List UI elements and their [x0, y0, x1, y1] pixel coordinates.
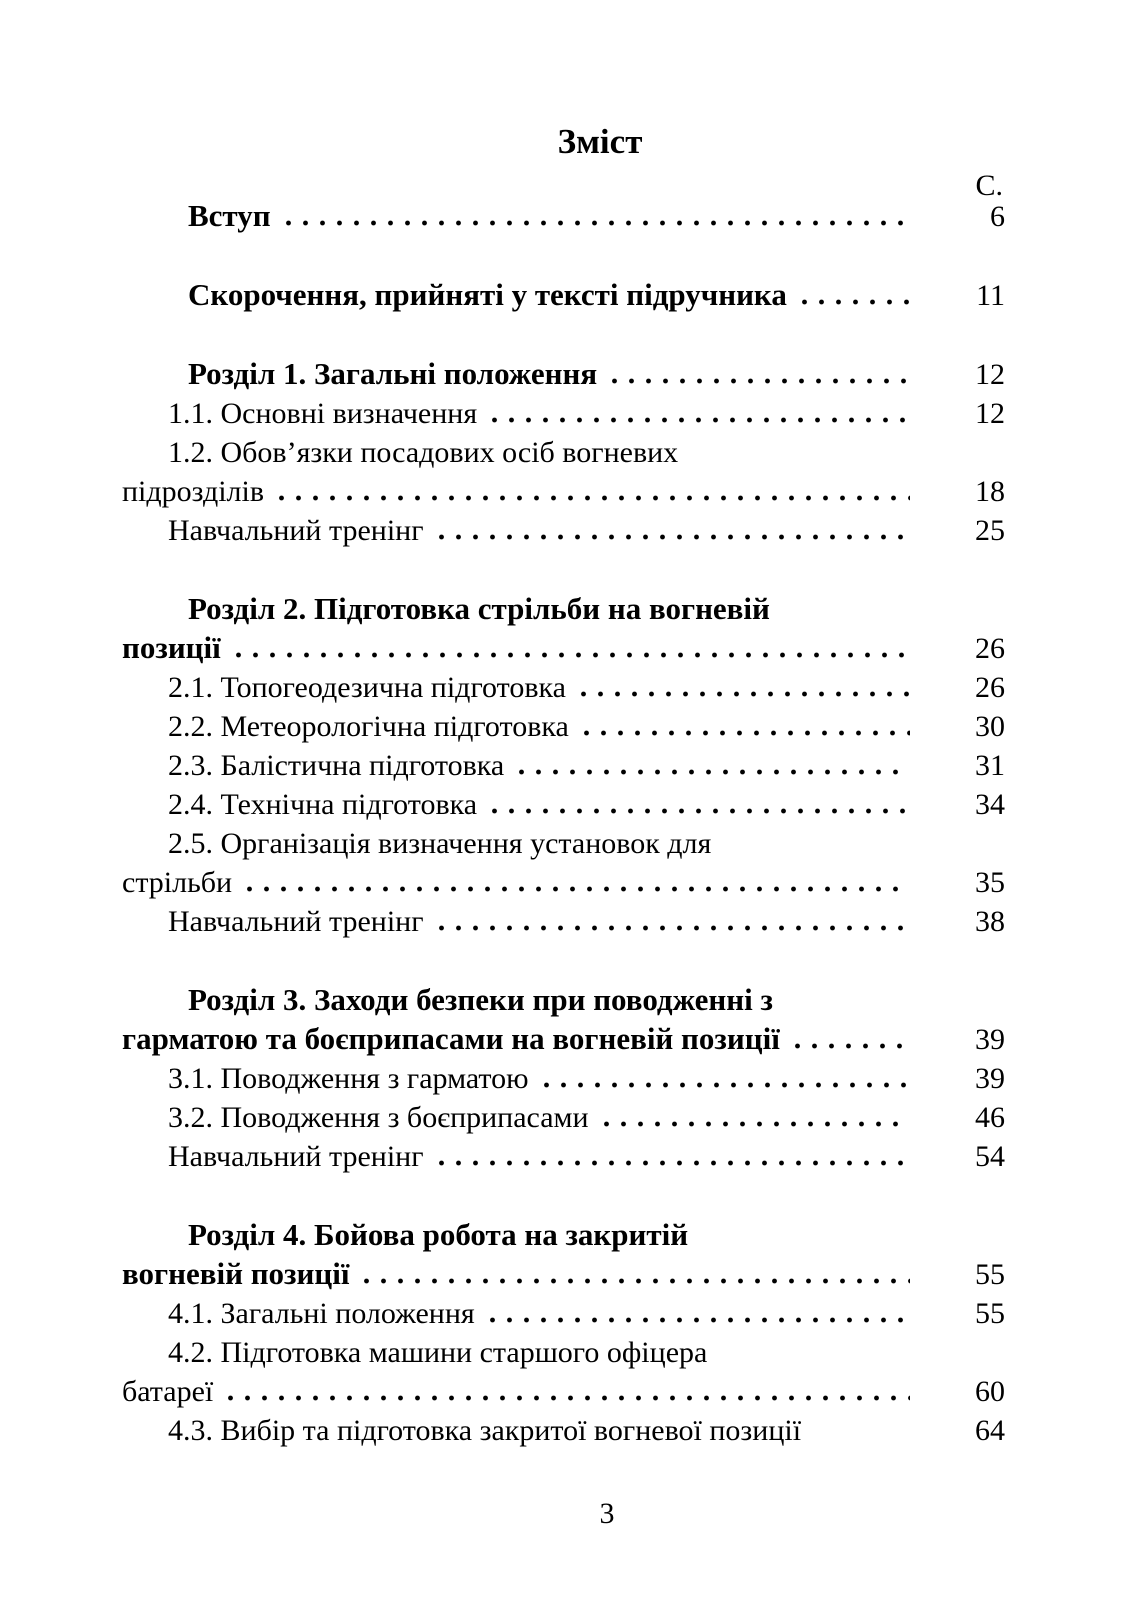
dot-leader	[273, 472, 910, 511]
toc-entry-line	[122, 785, 1005, 824]
page-number: 55	[975, 1297, 1005, 1330]
toc-entry	[122, 1215, 1005, 1294]
toc-group	[122, 980, 1005, 1176]
toc-entry-text: батареї	[122, 1375, 214, 1408]
toc-entry-line	[122, 668, 1005, 707]
page-number: 39	[975, 1062, 1005, 1095]
toc-entry-line	[122, 511, 1005, 550]
toc-entry-line	[122, 902, 1005, 941]
dot-leader	[358, 1254, 910, 1294]
page-number: 46	[975, 1101, 1005, 1134]
toc-group	[122, 354, 1005, 550]
dot-leader	[241, 863, 910, 902]
toc-entry-text: Розділ 4. Бойова робота на закритій	[188, 1217, 689, 1252]
dot-leader	[796, 275, 910, 315]
toc-entry	[122, 785, 1005, 824]
toc-entry	[122, 668, 1005, 707]
toc-group	[122, 275, 1005, 315]
toc-entry	[122, 589, 1005, 668]
toc-entry-text: 2.5. Організація визначення установок для	[168, 827, 712, 860]
toc-entry	[122, 707, 1005, 746]
page-number: 18	[975, 475, 1005, 508]
toc-entry-text: підрозділів	[122, 475, 265, 508]
page-column-header: С.	[975, 169, 1003, 202]
toc-entry-line	[122, 628, 1005, 668]
dot-leader	[433, 902, 910, 941]
toc-group	[122, 589, 1005, 941]
toc-entry-text: Навчальний тренінг	[168, 1140, 424, 1173]
toc-entry-line	[122, 1137, 1005, 1176]
toc-entry	[122, 980, 1005, 1059]
toc-entry-line	[122, 275, 1005, 315]
toc-entry-line	[122, 196, 1005, 236]
page-number: 35	[975, 866, 1005, 899]
toc-entry-line	[122, 1098, 1005, 1137]
toc-entry	[122, 1294, 1005, 1333]
page-number: 6	[990, 200, 1005, 233]
toc-entry-text: 2.2. Метеорологічна підготовка	[168, 710, 569, 743]
toc-entry-line	[122, 863, 1005, 902]
toc-entry-text: вогневій позиції	[122, 1256, 350, 1291]
page-number: 34	[975, 788, 1005, 821]
toc-entry-text: позиції	[122, 630, 221, 665]
toc-entry-text: 4.1. Загальні положення	[168, 1297, 475, 1330]
dot-leader	[222, 1372, 910, 1411]
toc-entry-line	[122, 1333, 1005, 1372]
toc-entry	[122, 196, 1005, 236]
toc-entry-text: Навчальний тренінг	[168, 514, 424, 547]
toc-entry	[122, 824, 1005, 902]
page-number: 54	[975, 1140, 1005, 1173]
dot-leader	[486, 394, 910, 433]
toc-entry-text: 4.3. Вибір та підготовка закритої вогневої позиції	[168, 1414, 802, 1447]
page-number: 38	[975, 905, 1005, 938]
dot-leader	[789, 1019, 910, 1059]
dot-leader	[575, 668, 910, 707]
toc-entry-line	[122, 707, 1005, 746]
toc-group	[122, 196, 1005, 236]
toc-entry	[122, 394, 1005, 433]
page-number: 26	[975, 632, 1005, 665]
toc-entry	[122, 433, 1005, 511]
toc-entry-line	[122, 1411, 1005, 1450]
toc-entry-text: 2.3. Балістична підготовка	[168, 749, 505, 782]
page-number: 26	[975, 671, 1005, 704]
dot-leader	[606, 354, 910, 394]
toc-entry	[122, 275, 1005, 315]
toc-entry	[122, 1098, 1005, 1137]
toc-entry	[122, 1137, 1005, 1176]
page-number: 30	[975, 710, 1005, 743]
toc-entry	[122, 902, 1005, 941]
toc-entry-line	[122, 433, 1005, 472]
toc-entry-line	[122, 980, 1005, 1019]
toc-entry-text: 2.1. Топогеодезична підготовка	[168, 671, 566, 704]
toc-entry-line	[122, 746, 1005, 785]
toc-entry-text: 1.1. Основні визначення	[168, 397, 478, 430]
toc-entry-text: Скорочення, прийняті у тексті підручника	[188, 277, 787, 312]
toc-entry-line	[122, 1294, 1005, 1333]
toc-entry-text: Вступ	[188, 198, 271, 233]
toc-entry-text: 3.2. Поводження з боєприпасами	[168, 1101, 589, 1134]
page-number: 60	[975, 1375, 1005, 1408]
page-number: 11	[976, 279, 1005, 312]
toc-list	[122, 196, 1005, 1450]
dot-leader	[433, 511, 910, 550]
dot-leader	[486, 785, 910, 824]
footer-page-number: 3	[599, 1497, 615, 1530]
page-number: 55	[975, 1258, 1005, 1291]
toc-entry-line	[122, 1019, 1005, 1059]
toc-entry	[122, 354, 1005, 394]
toc-entry-text: стрільби	[122, 866, 233, 899]
dot-leader	[513, 746, 910, 785]
toc-entry-text: 4.2. Підготовка машини старшого офіцера	[168, 1336, 708, 1369]
toc-entry-line	[122, 1215, 1005, 1254]
toc-entry-text: 1.2. Обов’язки посадових осіб вогневих	[168, 436, 679, 469]
toc-entry	[122, 1411, 1005, 1450]
page-number: 25	[975, 514, 1005, 547]
toc-entry-line	[122, 1059, 1005, 1098]
toc-entry-line	[122, 824, 1005, 863]
toc-entry-text: Розділ 2. Підготовка стрільби на вогневій	[188, 591, 770, 626]
toc-entry-text: Навчальний тренінг	[168, 905, 424, 938]
toc-entry-text: 3.1. Поводження з гарматою	[168, 1062, 529, 1095]
toc-entry-line	[122, 472, 1005, 511]
page-number: 31	[975, 749, 1005, 782]
toc-entry-text: гарматою та боєприпасами на вогневій позиції	[122, 1021, 780, 1056]
toc-entry	[122, 511, 1005, 550]
page-number: 12	[975, 358, 1005, 391]
toc-entry-text: Розділ 1. Загальні положення	[188, 356, 598, 391]
dot-leader	[538, 1059, 910, 1098]
toc-entry-line	[122, 394, 1005, 433]
dot-leader	[578, 707, 910, 746]
page-number: 64	[975, 1414, 1005, 1447]
toc-entry-text: 2.4. Технічна підготовка	[168, 788, 478, 821]
toc-group	[122, 1215, 1005, 1450]
toc-entry-text: Розділ 3. Заходи безпеки при поводженні з	[188, 982, 773, 1017]
page-number: 12	[975, 397, 1005, 430]
page-title: Зміст	[557, 122, 643, 161]
toc-entry	[122, 1059, 1005, 1098]
dot-leader	[598, 1098, 910, 1137]
dot-leader	[484, 1294, 910, 1333]
toc-entry	[122, 1333, 1005, 1411]
page-number: 39	[975, 1023, 1005, 1056]
toc-entry-line	[122, 1372, 1005, 1411]
toc-entry	[122, 746, 1005, 785]
toc-entry-line	[122, 589, 1005, 628]
toc-entry-line	[122, 1254, 1005, 1294]
dot-leader	[433, 1137, 910, 1176]
dot-leader	[280, 196, 910, 236]
dot-leader	[230, 628, 910, 668]
toc-entry-line	[122, 354, 1005, 394]
